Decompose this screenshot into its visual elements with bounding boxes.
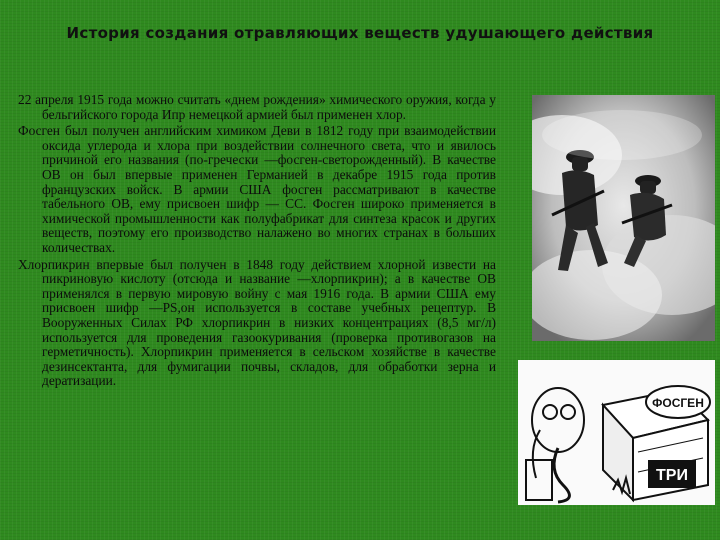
slide-title: История создания отравляющих веществ удушающего действия xyxy=(66,24,654,42)
phosgene-illustration xyxy=(518,360,715,505)
body-text xyxy=(18,93,496,391)
paragraph-phosgene: Фосген был получен английским химиком Деви в 1812 году при взаимодействии оксида углерода и хлора при воздействии солнечного света, что и явилось причиной его названия (по-гречески —фосген-светорожденный). В качестве ОВ он был впервые применен Германией в декабре 1915 года против французских войск. В армии США фосген рассматривают в качестве табельного ОВ, ему присвоен шифр — СС. Фосген широко применяется в химической промышленности как полуфабрикат для синтеза красок и других веществ, поэтому его производство налажено во многих странах в больших количествах. xyxy=(18,123,496,255)
gas-attack-photo xyxy=(532,95,715,341)
box-label-top: ФОСГЕН xyxy=(652,396,704,410)
paragraph-chloropicrin: Хлорпикрин впервые был получен в 1848 году действием хлорной извести на пикриновую кислоту (отсюда и название —хлорпикрин); а в качестве ОВ применялся в первую мировую войну с мая 1916 года. В армии США ему присвоен шифр —PS,он используется в составе учебных рецептур. В Вооруженных Силах РФ хлорпикрин в низких концентрациях (8,5 мг/л) используется для проведения газоокуривания (проверка противогазов на герметичность). Хлорпикрин применяется в сельском хозяйстве в качестве дезинсектанта, для фумигации почвы, складов, для обработки зерна и дератизации. xyxy=(18,256,496,389)
phosgene-illustration-drawing xyxy=(518,360,715,505)
box-label-front: ТРИ xyxy=(656,467,688,484)
paragraph-chlorine: 22 апреля 1915 года можно считать «днем рождения» химического оружия, когда у бельгийского города Ипр немецкой армией был применен хлор. xyxy=(18,92,496,122)
gas-attack-photo-drawing xyxy=(532,95,715,341)
